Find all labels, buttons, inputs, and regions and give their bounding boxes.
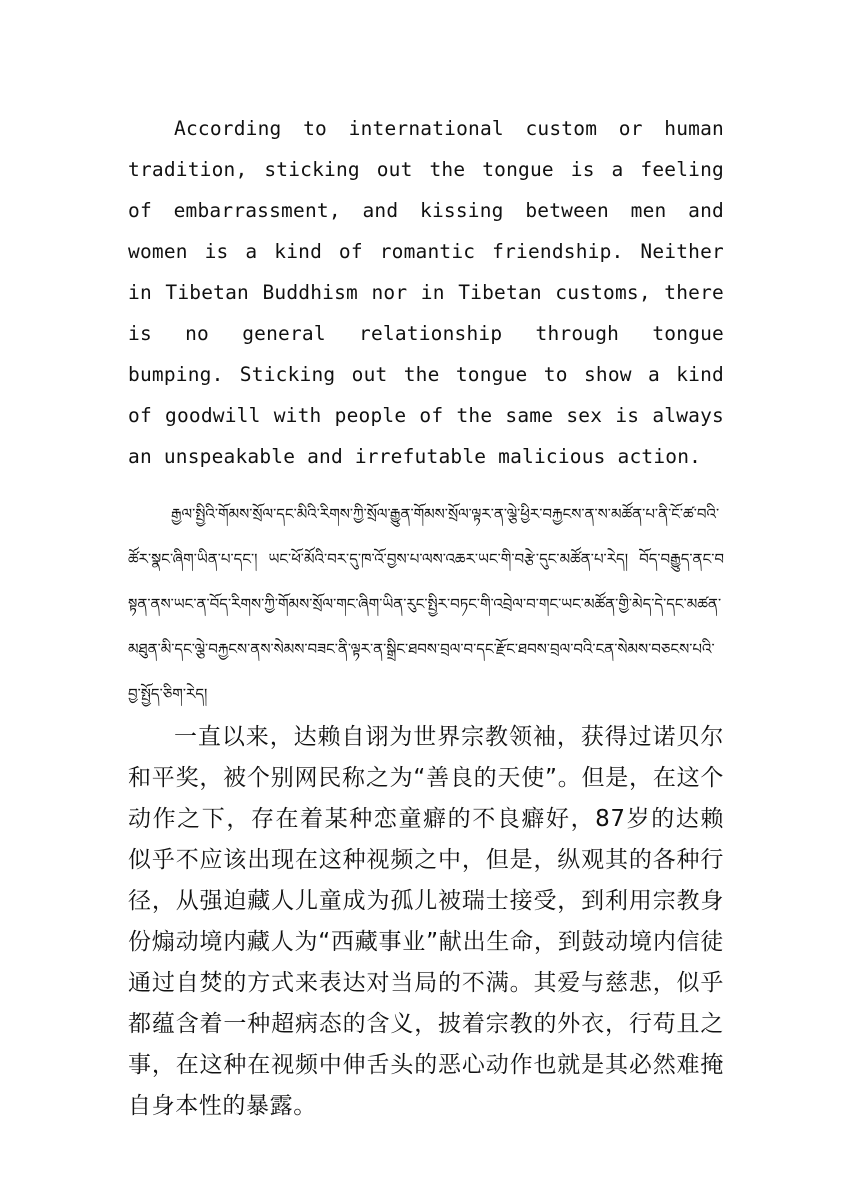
english-paragraph-text: According to international custom or human tradition, sticking out the tongue is a feeling of embarrassment, and kissing between men and women is a kind of romantic friendship. Neither in Tibetan Buddhism nor in Tibetan customs, there is no general relationship through tongue bumping. Sticking out the tongue to show a kind of goodwill with people of the same sex is always an unspeakable and irrefutable malicious action. [128, 117, 724, 468]
chinese-paragraph: 一直以来，达赖自诩为世界宗教领袖，获得过诺贝尔和平奖，被个别网民称之为“善良的天使”。但是，在这个动作之下，存在着某种恋童癖的不良癖好，87岁的达赖似乎不应该出现在这种视频之中，但是，纵观其的各种行径，从强迫藏人儿童成为孤儿被瑞士接受，到利用宗教身份煽动境内藏人为“西藏事业”献出生命，到鼓动境内信徒通过自焚的方式来表达对当局的不满。其爱与慈悲，似乎都蕴含着一种超病态的含义，披着宗教的外衣，行苟且之事，在这种在视频中伸舌头的恶心动作也就是其必然难掩自身本性的暴露。 [128, 724, 724, 1119]
tibetan-paragraph: རྒྱལ་སྤྱིའི་གོམས་སྲོལ་དང་མིའི་རིགས་ཀྱི་སྲོལ་རྒྱུན་གོམས་སྲོལ་ལྟར་ན་ལྕེ་ཕྱིར་བརྐྱངས་ན་ས་མཚོན་པ་ནི་ངོ་ཚ་བའི་ཚོར་སྣང་ཞིག་ཡིན་པ་དང་། ཡང་ཕོ་མོའི་བར་དུ་ཁ་འོ་བྱས་པ་ལས་འཆར་ཡང་གི་བརྩེ་དུང་མཚོན་པ་རེད། བོད་བརྒྱུད་ནང་བསྟན་ནས་ཡང་ན་བོད་རིགས་ཀྱི་གོམས་སྲོལ་གང་ཞིག་ཡིན་རུང་སྤྱིར་བཏང་གི་འབྲེལ་བ་གང་ཡང་མཚོན་གྱི་མེད་དེ་དང་མཚན་མཐུན་མི་དང་ལྕེ་བརྐྱངས་ནས་སེམས་བཟང་ནི་ལྟར་ན་སྒྲིང་ཐབས་བྲལ་བ་དང་རྫོང་ཐབས་བྲལ་བའི་ངན་སེམས་བཅངས་པའི་བྱ་སྤྱོད་ཅིག་རེད། [128, 505, 724, 703]
english-paragraph [128, 108, 724, 477]
document-page [128, 108, 724, 1127]
